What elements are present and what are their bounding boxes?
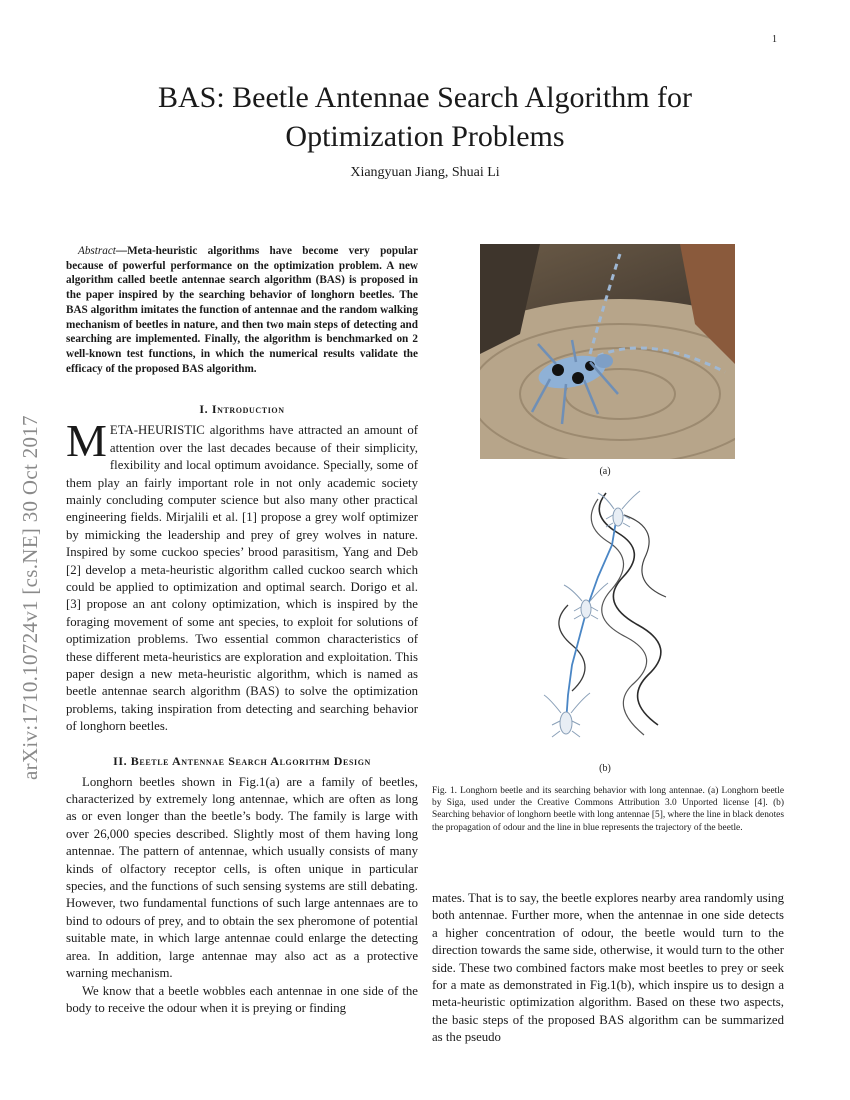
page-number: 1: [772, 34, 777, 45]
introduction-paragraph: [66, 415, 418, 735]
section2-paragraph-2: We know that a beetle wobbles each antennae in one side of the body to receive the odour when it is preying or finding: [66, 983, 418, 1015]
figure-label-a: (a): [599, 466, 611, 477]
beetle-middle: [564, 583, 608, 619]
beetle-search-trajectory-diagram: [528, 485, 680, 753]
abstract-label: Abstract: [78, 245, 116, 257]
abstract-text: —Meta-heuristic algorithms have become very popular because of powerful performance on the optimization problem. A new algorithm called beetle antennae search algorithm (BAS) is proposed in the paper inspired by the searching behavior of longhorn beetles. The BAS algorithm imitates the function of antennae and the random walking mechanism of beetles in nature, and then two main steps of detecting and searching are implemented. Finally, the algorithm is benchmarked on 2 well-known test functions, in which the numerical results validate the efficacy of the proposed BAS algorithm.: [66, 245, 418, 375]
section2-paragraph-3: mates. That is to say, the beetle explores nearby area randomly using both antennae. Further more, when the antennae in one side detects a higher concentration of odour, the beetle would turn to the direction towards the same side, otherwise, it would turn to the other side. These two combined factors make most beetles to prey or seek for a mate as demonstrated in Fig.1(b), which inspire us to design a meta-heuristic optimization algorithm. Based on these two aspects, the basic steps of the proposed BAS algorithm can be summarized as the pseudo: [432, 891, 784, 1045]
title-line-2: Optimization Problems: [285, 120, 565, 153]
trajectory-illustration: [528, 485, 680, 753]
section-heading-introduction: I. Introduction: [199, 402, 285, 417]
author-list: Xiangyuan Jiang, Shuai Li: [350, 165, 500, 180]
right-column: [432, 890, 784, 1047]
title-line-1: BAS: Beetle Antennae Search Algorithm for: [157, 81, 693, 114]
beetle-photo-illustration: [480, 244, 735, 459]
abstract: [66, 244, 418, 376]
arxiv-identifier: arXiv:1710.10724v1 [cs.NE] 30 Oct 2017: [18, 415, 42, 780]
section2-paragraph-1: Longhorn beetles shown in Fig.1(a) are a family of beetles, characterized by extremely long antennae, which are often as long as or even longer than the beetle’s body. The family is large with over 26,000 species described. Slightly most of them having long antennae. The pattern of antennae, which usually consists of many kinds of olfactory receptor cells, is often unique in particular species, and the functions of such sensing systems are still debating. However, two fundamental functions of such large antennaes are to bind to odours of prey, and to obtain the sex pheromone of potential suitable mate, in which large antennae could enlarge the detecting area. In addition, large antennae may also act as a protective warning mechanism.: [66, 774, 418, 981]
left-column: [66, 244, 418, 1017]
longhorn-beetle-photo: [480, 244, 735, 459]
figure-caption: Fig. 1. Longhorn beetle and its searching behavior with long antennae. (a) Longhorn beetle by Siga, used under the Creative Commons Attribution 3.0 Unported license [4]. (b) Searching behavior of longhorn beetle with long antennae [5], where the line in black denotes the propagation of odour and the line in blue represents the trajectory of the beetle.: [432, 786, 784, 833]
section-heading-bas-design: II. Beetle Antennae Search Algorithm Design: [113, 753, 371, 768]
drop-cap: M: [66, 415, 107, 467]
introduction-text: ETA-HEURISTIC algorithms have attracted an amount of attention over the last decades because of their simplicity, flexibility and local optimum avoidance. Specially, some of them play an fairly important role in not only academic society mainly concluding computer science but also many other practical engineering fields. Mirjalili et al. [1] propose a grey wolf optimizer by mimicking the leadership and prey of grey wolves in nature. Inspired by some cuckoo species’ brood parasitism, Yang and Deb [2] develop a meta-heuristic algorithm called cuckoo search which could be applied to optimization and optimal search. Dorigo et al. [3] propose an ant colony optimization, which is inspired by the foraging movement of some ant species, to exploit for solutions of optimization problems. Two essential common characteristics of these different meta-heuristics are exploration and exploitation. This paper design a new meta-heuristic algorithm, which is named as beetle antennae search algorithm (BAS) to solve the optimization problems, taking inspiration from detecting and searching behavior of longhorn beetles.: [66, 423, 418, 734]
figure-label-b: (b): [599, 763, 611, 774]
paper-title: [0, 78, 850, 156]
